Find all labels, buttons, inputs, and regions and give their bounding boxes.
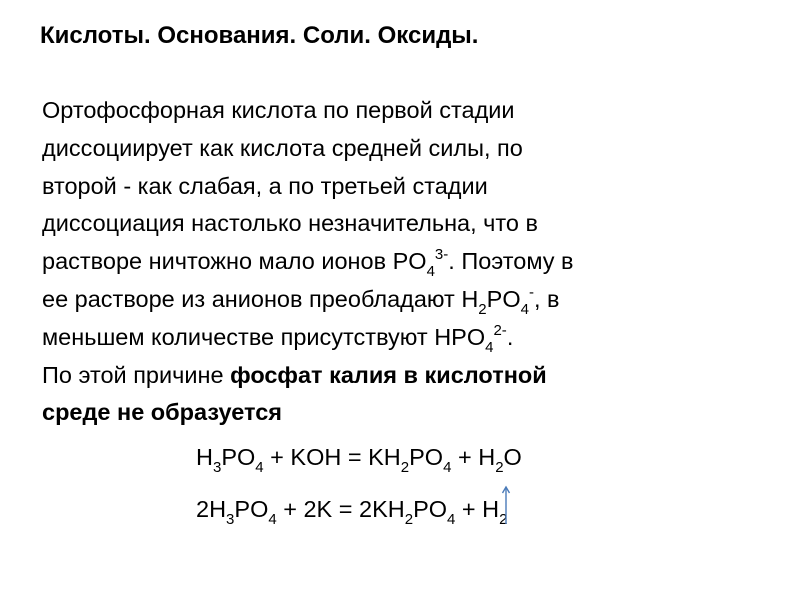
eq-part: PO xyxy=(221,444,256,470)
up-arrow-svg xyxy=(501,485,511,525)
equation-2 xyxy=(196,496,508,528)
subscript: 2 xyxy=(400,459,410,476)
text-line-4: диссоциация настолько незначительна, что в xyxy=(42,210,539,237)
eq-part: PO xyxy=(409,444,444,470)
subscript: 4 xyxy=(255,459,264,476)
text-segment: . Поэтому в xyxy=(448,248,574,275)
text-segment: , в xyxy=(533,285,560,312)
text-segment: . xyxy=(506,323,514,350)
superscript: 2- xyxy=(493,321,507,339)
bold-conclusion: среде не образуется xyxy=(42,399,282,426)
text-line-8 xyxy=(42,357,772,395)
text-segment: растворе ничтожно мало ионов PO xyxy=(42,248,427,275)
text-segment: По этой причине xyxy=(42,361,231,388)
superscript: 3- xyxy=(434,246,449,264)
text-segment: PO xyxy=(486,285,521,312)
eq-part: O xyxy=(503,444,522,470)
text-segment: меньшем количестве присутствуют HPO xyxy=(42,323,486,350)
text-line-6 xyxy=(42,281,772,319)
text-line-2: диссоциирует как кислота средней силы, по xyxy=(42,134,523,161)
bold-conclusion: фосфат калия в кислотной xyxy=(230,361,547,388)
eq-part: + H xyxy=(455,496,500,522)
subscript: 2 xyxy=(499,511,508,528)
subscript: 2 xyxy=(478,300,487,318)
eq-part: H xyxy=(196,444,213,470)
subscript: 4 xyxy=(485,338,494,356)
text-line-7 xyxy=(42,319,772,357)
text-line-9 xyxy=(42,394,772,432)
subscript: 3 xyxy=(226,511,235,528)
eq-part: + H xyxy=(451,444,496,470)
equation-1 xyxy=(196,444,522,476)
subscript: 3 xyxy=(212,459,222,476)
subscript: 4 xyxy=(268,511,277,528)
eq-part: + 2K = 2KH xyxy=(276,496,405,522)
eq-part: 2H xyxy=(196,496,227,522)
subscript: 2 xyxy=(404,511,414,528)
subscript: 4 xyxy=(426,263,435,281)
body-paragraph xyxy=(42,92,772,432)
text-segment: ее растворе из анионов преобладают H xyxy=(42,285,479,312)
slide-title: Кислоты. Основания. Соли. Оксиды. xyxy=(40,22,479,49)
subscript: 4 xyxy=(443,459,452,476)
text-line-5 xyxy=(42,243,772,281)
text-line-1: Ортофосфорная кислота по первой стадии xyxy=(42,97,515,123)
eq-part: PO xyxy=(413,496,448,522)
subscript: 4 xyxy=(520,300,529,318)
text-line-3: второй - как слабая, а по третьей стадии xyxy=(42,172,488,199)
superscript: - xyxy=(528,283,534,301)
subscript: 2 xyxy=(495,459,504,476)
eq-part: PO xyxy=(234,496,269,522)
eq-part: + KOH = KH xyxy=(263,444,401,470)
subscript: 4 xyxy=(447,511,456,528)
